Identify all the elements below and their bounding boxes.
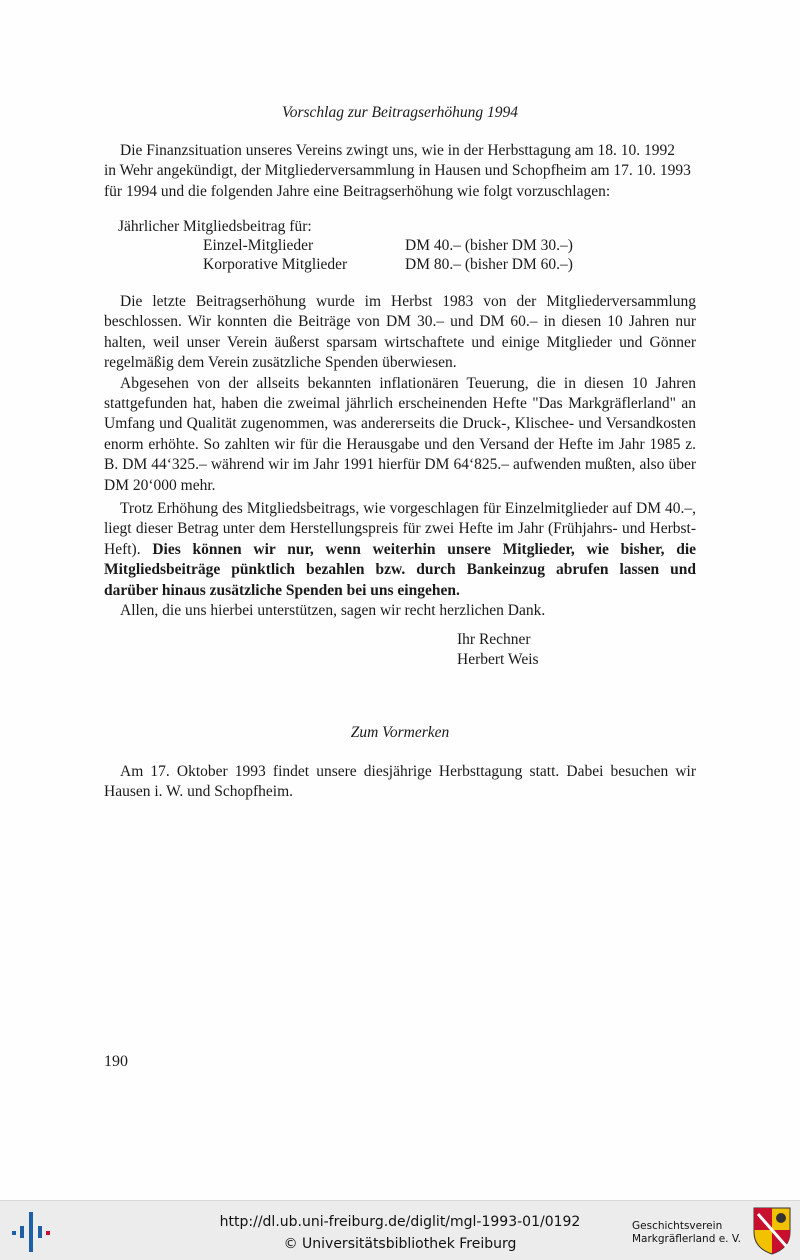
- fee-label: Jährlicher Mitgliedsbeitrag für:: [118, 218, 312, 235]
- intro-line: für 1994 und die folgenden Jahre eine Beitragserhöhung wie folgt vorzuschlagen:: [104, 182, 611, 200]
- footer-bar: [0, 1200, 800, 1260]
- page-number: 190: [104, 1053, 128, 1070]
- thanks-paragraph: Allen, die uns hierbei unterstützen, sagen wir recht herzlichen Dank.: [120, 602, 546, 620]
- fee-category: Einzel-Mitglieder: [203, 237, 314, 254]
- section-heading: Vorschlag zur Beitragserhöhung 1994: [281, 104, 519, 121]
- copyright-text: © Universitätsbibliothek Freiburg: [283, 1236, 517, 1252]
- fee-amount: DM 80.– (bisher DM 60.–): [405, 256, 573, 273]
- paragraph: Abgesehen von der allseits bekannten inflationären Teuerung, die in diesen 10 Jahren stattgefunden hat, haben die zweimal jährlich erscheinenden Hefte "Das Markgräflerland" an Umfang und Qualität zugenommen, was andererseits die Druck-, Klischee- und Versandkosten enorm erhöhte. So zahlten wir für die Herausgabe und den Versand der Hefte im Jahr 1985 z. B. DM 44‘325.– während wir im Jahr 1991 hierfür DM 64‘825.– aufwenden mußten, also über DM 20‘000 mehr.: [104, 374, 696, 494]
- intro-line: Die Finanzsituation unseres Vereins zwingt uns, wie in der Herbsttagung am 18. 10. 1992: [120, 142, 676, 159]
- society-line: Geschichtsverein: [632, 1220, 723, 1232]
- coat-of-arms-icon: [752, 1206, 792, 1256]
- signature-name: Herbert Weis: [457, 651, 539, 668]
- emphasized-text: Dies können wir nur, wenn weiterhin unsere Mitglieder, wie bisher, die Mitgliedsbeiträge pünktlich bezahlen bzw. durch Bankeinzug abrufen lassen und darüber hinaus zusätzliche Spenden bei uns eingehen.: [104, 540, 697, 599]
- section-heading: Zum Vormerken: [350, 724, 450, 741]
- paragraph: Die letzte Beitragserhöhung wurde im Herbst 1983 von der Mitgliederversammlung beschlossen. Wir konnten die Beiträge von DM 30.– und DM 60.– in diesen 10 Jahren nur halten, weil unser Verein äußerst sparsam wirtschaftete und einige Mitglieder und Gönner regelmäßig dem Verein zusätzliche Spenden überwiesen.: [104, 293, 696, 372]
- paragraph-text: Trotz Erhöhung des Mitgliedsbeitrags, wie vorgeschlagen für Einzelmitglieder auf DM 40.–, liegt dieser Betrag unter dem Herstellungspreis für zwei Hefte im Jahr (Frühjahrs- und Herbst-Heft).: [104, 500, 696, 558]
- history-paragraphs: [104, 292, 696, 496]
- signature-role: Ihr Rechner: [457, 631, 531, 648]
- document-url-link[interactable]: http://dl.ub.uni-freiburg.de/diglit/mgl-1993-01/0192: [219, 1214, 581, 1230]
- fee-amount: DM 40.– (bisher DM 30.–): [405, 237, 573, 254]
- intro-line: in Wehr angekündigt, der Mitgliederversammlung in Hausen und Schopfheim am 17. 10. 1993: [104, 162, 691, 180]
- paragraph: [104, 499, 696, 601]
- intro-paragraph: [104, 141, 696, 202]
- society-name: [632, 1220, 741, 1246]
- paragraph: Am 17. Oktober 1993 findet unsere diesjährige Herbsttagung statt. Dabei besuchen wir Hausen i. W. und Schopfheim.: [104, 763, 696, 801]
- fee-category: Korporative Mitglieder: [203, 256, 348, 273]
- society-line: Markgräflerland e. V.: [632, 1233, 742, 1245]
- appeal-paragraphs: [104, 499, 696, 621]
- notice-paragraph: [104, 762, 696, 803]
